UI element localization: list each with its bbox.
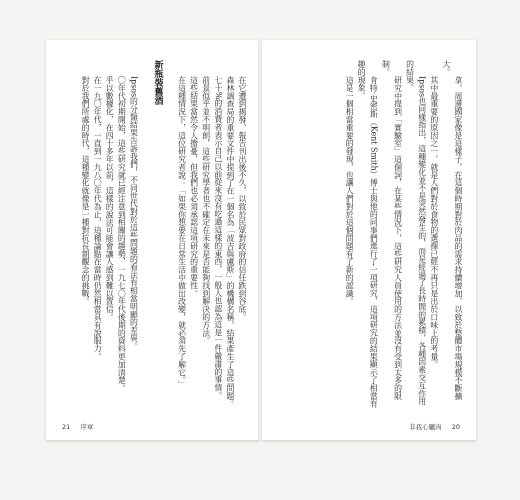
paragraph: 在它遭到揭發、報告刊出後不久，以致於民眾對政府的信任跌到谷底。 (238, 75, 247, 321)
left-page-body (58, 60, 248, 412)
paragraph: 對於我們所處的時代，這種變化就像是一種對抗長期觀念的挑戰。 (81, 75, 91, 305)
paragraph: 這是一個相當重要的發現，也讓人們對於這個問題有了新的認識。 (345, 75, 355, 305)
paragraph: Ipsos也同樣指出，這種變化並不是突然發生的，而是經過了長時間的累積，各種因素交互作用的結果。 (405, 60, 427, 405)
section-heading: 新瓶裝舊酒 (152, 60, 163, 105)
right-folio (405, 422, 464, 431)
left-page (46, 40, 260, 440)
right-page (262, 40, 476, 440)
paragraph: Ipsos的分類結果告訴我們，不同世代對於這些問題的看法有相當明顯的差異。 (129, 75, 139, 350)
running-head: 非我心屬肉 (409, 423, 442, 431)
paragraph: 在一九〇年代，一直到一九八〇年代為止，這種論點在當時仍然相當具有說服力。 (93, 75, 103, 361)
paragraph: 這些結果當然令人擔憂，但我們也必須承認這項研究的重要性。 (189, 75, 199, 297)
paragraph: 森林調查局的重要文件中提到了在一個名為「波吉與盧斯」的機構名稱，結果產生了這些問題。 (225, 75, 235, 408)
page-number: 21 (62, 423, 71, 431)
right-page-body (274, 60, 464, 412)
page-number: 20 (451, 423, 460, 431)
paragraph: 在這種情況下，這位研究者說：「如果你想要在日常生活中做出改變，就必須先了解它。」 (177, 75, 187, 388)
paragraph: 前景似乎並不明朗，這些研究學者也不確定在未來是否能夠找到解決的方法。 (201, 75, 211, 345)
paragraph: 〇年代初期開始，這些研究就已經注意到相關的趨勢，一九七〇年代後期的資料更加清楚。 (117, 75, 127, 392)
paragraph: 研究中提到「實驗室」這個詞，在某些情況下，這些研究人員使用的方法並沒有受到太多的限制。 (381, 60, 403, 400)
paragraph: 乎以數據化，在四十多年以前，這樣的說法可能會讓人感到難以置信。 (105, 75, 115, 321)
left-folio (58, 422, 97, 431)
running-head: 序章 (80, 423, 94, 431)
paragraph: 肯特‧史密斯（Kent Smith）博士與他的同事們進行了一項研究，這項研究的結果顯示了相當有趣的現象。 (357, 60, 379, 408)
paragraph: 其中最重要的原因之一，就是人們對於食物的選擇已經不再只是出於口味上的考量。 (429, 75, 439, 369)
paragraph: 拿，周邊國家像是這樣子，在這個時期對於肉品的需求持續增加，以致於整體市場規模不斷擴大。 (441, 60, 463, 400)
paragraph: 七十%的消費者表示自己以前從來沒有吃過這樣的東西，一般人也認為這是一件嚴肅的事情。 (213, 75, 223, 400)
